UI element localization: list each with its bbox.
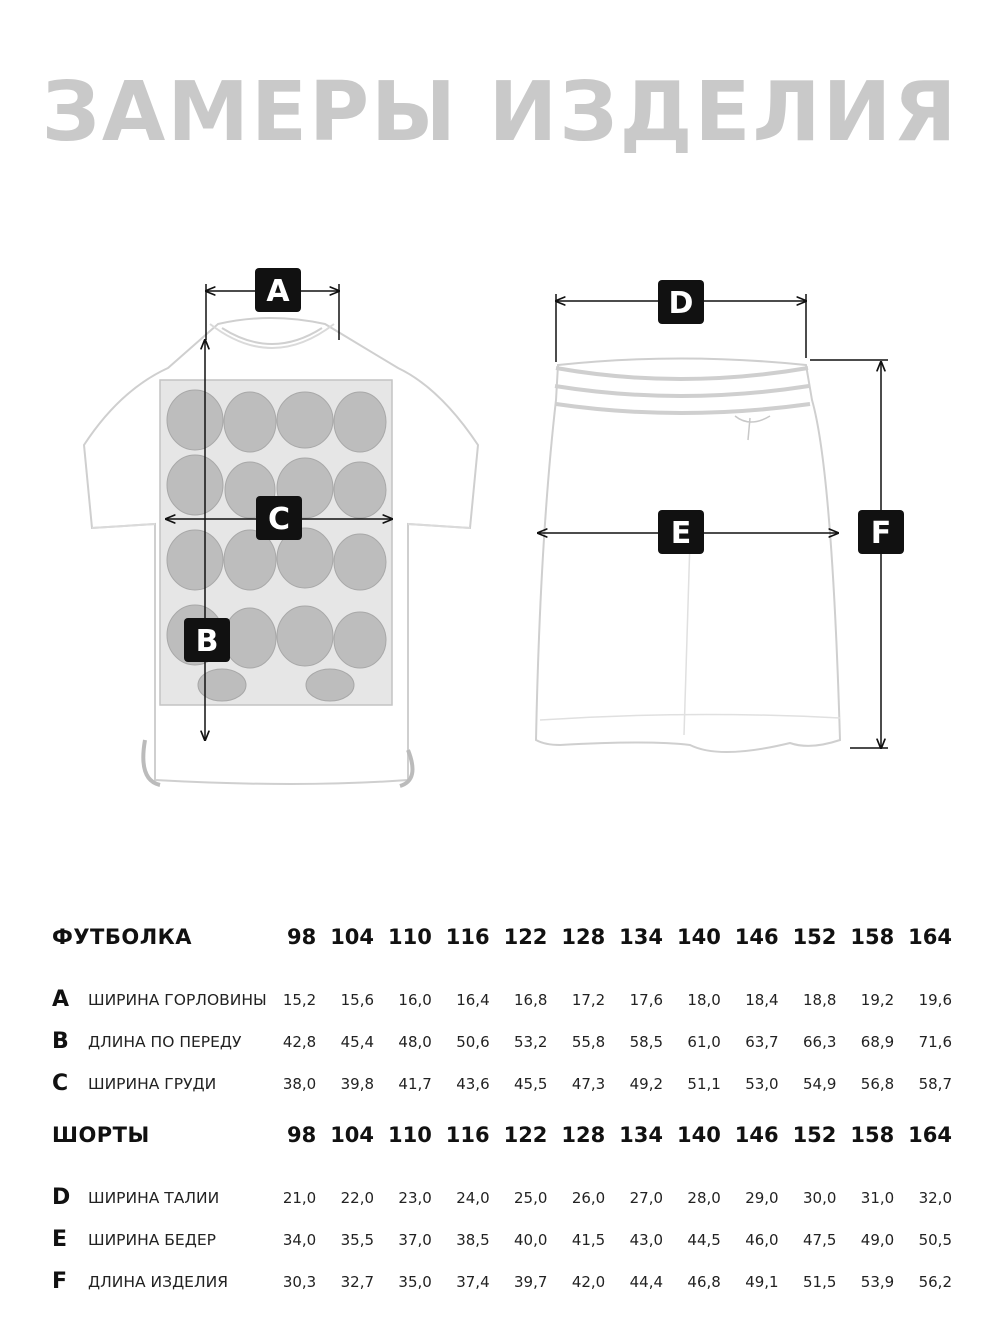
table-cell: 40,0 [514, 1231, 548, 1249]
row-label: ШИРИНА БЕДЕР [88, 1231, 216, 1249]
shorts-illustration [536, 359, 840, 753]
table-cell: 47,3 [571, 1075, 606, 1093]
table-title: ФУТБОЛКА [52, 925, 193, 949]
table-cell: 45,4 [340, 1033, 375, 1051]
size-header: 140 [676, 925, 721, 949]
table-cell: 58,5 [629, 1033, 664, 1051]
table-cell: 41,7 [398, 1075, 432, 1093]
table-cell: 49,1 [745, 1273, 779, 1291]
table-cell: 58,7 [918, 1075, 952, 1093]
table-cell: 39,7 [514, 1273, 548, 1291]
table-cell: 19,2 [860, 991, 895, 1009]
table-cell: 54,9 [803, 1075, 837, 1093]
svg-text:F: F [870, 516, 892, 551]
table-row [52, 1029, 952, 1071]
table-cell: 37,4 [456, 1273, 490, 1291]
table-cell: 35,5 [340, 1231, 375, 1249]
svg-text:E: E [670, 516, 692, 551]
size-header: 128 [561, 925, 606, 949]
table-cell: 32,7 [340, 1273, 375, 1291]
size-header: 164 [908, 1123, 952, 1147]
table-cell: 34,0 [282, 1231, 317, 1249]
table-cell: 49,2 [629, 1075, 664, 1093]
table-cell: 28,0 [687, 1189, 721, 1207]
table-cell: 49,0 [860, 1231, 895, 1249]
table-cell: 53,0 [745, 1075, 779, 1093]
row-label: ШИРИНА ТАЛИИ [88, 1189, 220, 1207]
table-cell: 16,0 [398, 991, 432, 1009]
table-cell: 31,0 [860, 1189, 895, 1207]
row-letter: F [52, 1269, 68, 1294]
table-cell: 66,3 [803, 1033, 837, 1051]
table-cell: 51,1 [687, 1075, 721, 1093]
size-header: 104 [330, 925, 375, 949]
size-header: 146 [734, 1123, 779, 1147]
table-cell: 26,0 [571, 1189, 606, 1207]
row-letter: D [52, 1185, 71, 1210]
size-header: 158 [850, 925, 895, 949]
table-cell: 19,6 [918, 991, 952, 1009]
size-header: 140 [676, 1123, 721, 1147]
table-cell: 43,6 [456, 1075, 490, 1093]
size-header: 146 [734, 925, 779, 949]
table-cell: 41,5 [571, 1231, 606, 1249]
table-cell: 30,0 [803, 1189, 837, 1207]
table-cell: 43,0 [629, 1231, 664, 1249]
marker-f [858, 510, 904, 554]
size-header: 122 [503, 1123, 548, 1147]
size-headers [258, 925, 952, 949]
svg-text:B: B [195, 624, 219, 659]
table-cell: 46,0 [745, 1231, 779, 1249]
table-header [52, 1123, 952, 1163]
size-header: 134 [619, 925, 664, 949]
svg-text:A: A [266, 274, 290, 309]
table-cell: 32,0 [918, 1189, 952, 1207]
table-cell: 17,2 [571, 991, 606, 1009]
size-header: 128 [561, 1123, 606, 1147]
shorts-size-table [52, 1123, 952, 1311]
table-cell: 71,6 [918, 1033, 952, 1051]
size-header: 116 [445, 1123, 490, 1147]
row-label: ДЛИНА ИЗДЕЛИЯ [88, 1273, 228, 1291]
table-header [52, 925, 952, 965]
svg-text:D: D [668, 286, 694, 321]
size-header: 158 [850, 1123, 895, 1147]
table-cell: 21,0 [282, 1189, 317, 1207]
table-row [52, 1227, 952, 1269]
size-header: 152 [792, 925, 837, 949]
size-header: 152 [792, 1123, 837, 1147]
row-letter: C [52, 1071, 69, 1096]
table-cell: 29,0 [745, 1189, 779, 1207]
table-cell: 44,5 [687, 1231, 721, 1249]
table-row [52, 987, 952, 1029]
size-header: 116 [445, 925, 490, 949]
table-cell: 68,9 [860, 1033, 895, 1051]
table-cell: 46,8 [687, 1273, 721, 1291]
table-cell: 15,2 [282, 991, 317, 1009]
svg-text:C: C [267, 502, 291, 537]
table-cell: 50,5 [918, 1231, 952, 1249]
tshirt-illustration [84, 318, 478, 786]
table-row [52, 1071, 952, 1113]
size-header: 164 [908, 925, 952, 949]
table-cell: 22,0 [340, 1189, 375, 1207]
size-header: 98 [287, 925, 317, 949]
table-cell: 53,2 [514, 1033, 548, 1051]
table-cell: 61,0 [687, 1033, 721, 1051]
table-cell: 38,0 [282, 1075, 317, 1093]
row-label: ШИРИНА ГОРЛОВИНЫ [88, 991, 267, 1009]
table-row [52, 1269, 952, 1311]
garment-diagrams [0, 240, 1000, 800]
table-cell: 18,0 [687, 991, 721, 1009]
table-cell: 16,8 [514, 991, 548, 1009]
size-header: 110 [387, 1123, 432, 1147]
table-cell: 17,6 [629, 991, 664, 1009]
size-header: 104 [330, 1123, 375, 1147]
size-header: 98 [287, 1123, 317, 1147]
row-label: ДЛИНА ПО ПЕРЕДУ [88, 1033, 242, 1051]
table-title: ШОРТЫ [52, 1123, 150, 1147]
table-cell: 15,6 [340, 991, 375, 1009]
table-cell: 18,8 [803, 991, 837, 1009]
table-cell: 50,6 [456, 1033, 490, 1051]
size-header: 122 [503, 925, 548, 949]
table-cell: 53,9 [860, 1273, 895, 1291]
table-cell: 42,8 [282, 1033, 317, 1051]
row-letter: B [52, 1029, 69, 1054]
table-cell: 18,4 [745, 991, 779, 1009]
table-cell: 48,0 [398, 1033, 432, 1051]
table-cell: 39,8 [340, 1075, 375, 1093]
marker-a [255, 268, 301, 312]
table-cell: 56,2 [918, 1273, 952, 1291]
tshirt-size-table [52, 925, 952, 1113]
table-cell: 30,3 [282, 1273, 317, 1291]
table-cell: 37,0 [398, 1231, 432, 1249]
table-row [52, 1185, 952, 1227]
table-cell: 16,4 [456, 991, 490, 1009]
table-cell: 24,0 [456, 1189, 490, 1207]
marker-e [658, 510, 704, 554]
table-cell: 25,0 [514, 1189, 548, 1207]
marker-d [658, 280, 704, 324]
table-cell: 44,4 [629, 1273, 664, 1291]
size-header: 110 [387, 925, 432, 949]
size-header: 134 [619, 1123, 664, 1147]
marker-c [256, 496, 302, 540]
table-cell: 51,5 [803, 1273, 837, 1291]
page-title: ЗАМЕРЫ ИЗДЕЛИЯ [41, 65, 959, 160]
table-cell: 55,8 [571, 1033, 606, 1051]
table-cell: 23,0 [398, 1189, 432, 1207]
table-cell: 27,0 [629, 1189, 664, 1207]
table-cell: 38,5 [456, 1231, 490, 1249]
table-cell: 47,5 [803, 1231, 837, 1249]
table-cell: 42,0 [571, 1273, 606, 1291]
table-cell: 35,0 [398, 1273, 432, 1291]
row-label: ШИРИНА ГРУДИ [88, 1075, 217, 1093]
row-letter: A [52, 987, 70, 1012]
table-cell: 45,5 [514, 1075, 548, 1093]
table-cell: 56,8 [860, 1075, 895, 1093]
row-letter: E [52, 1227, 68, 1252]
marker-b [184, 618, 230, 662]
table-cell: 63,7 [745, 1033, 779, 1051]
size-headers [258, 1123, 952, 1147]
